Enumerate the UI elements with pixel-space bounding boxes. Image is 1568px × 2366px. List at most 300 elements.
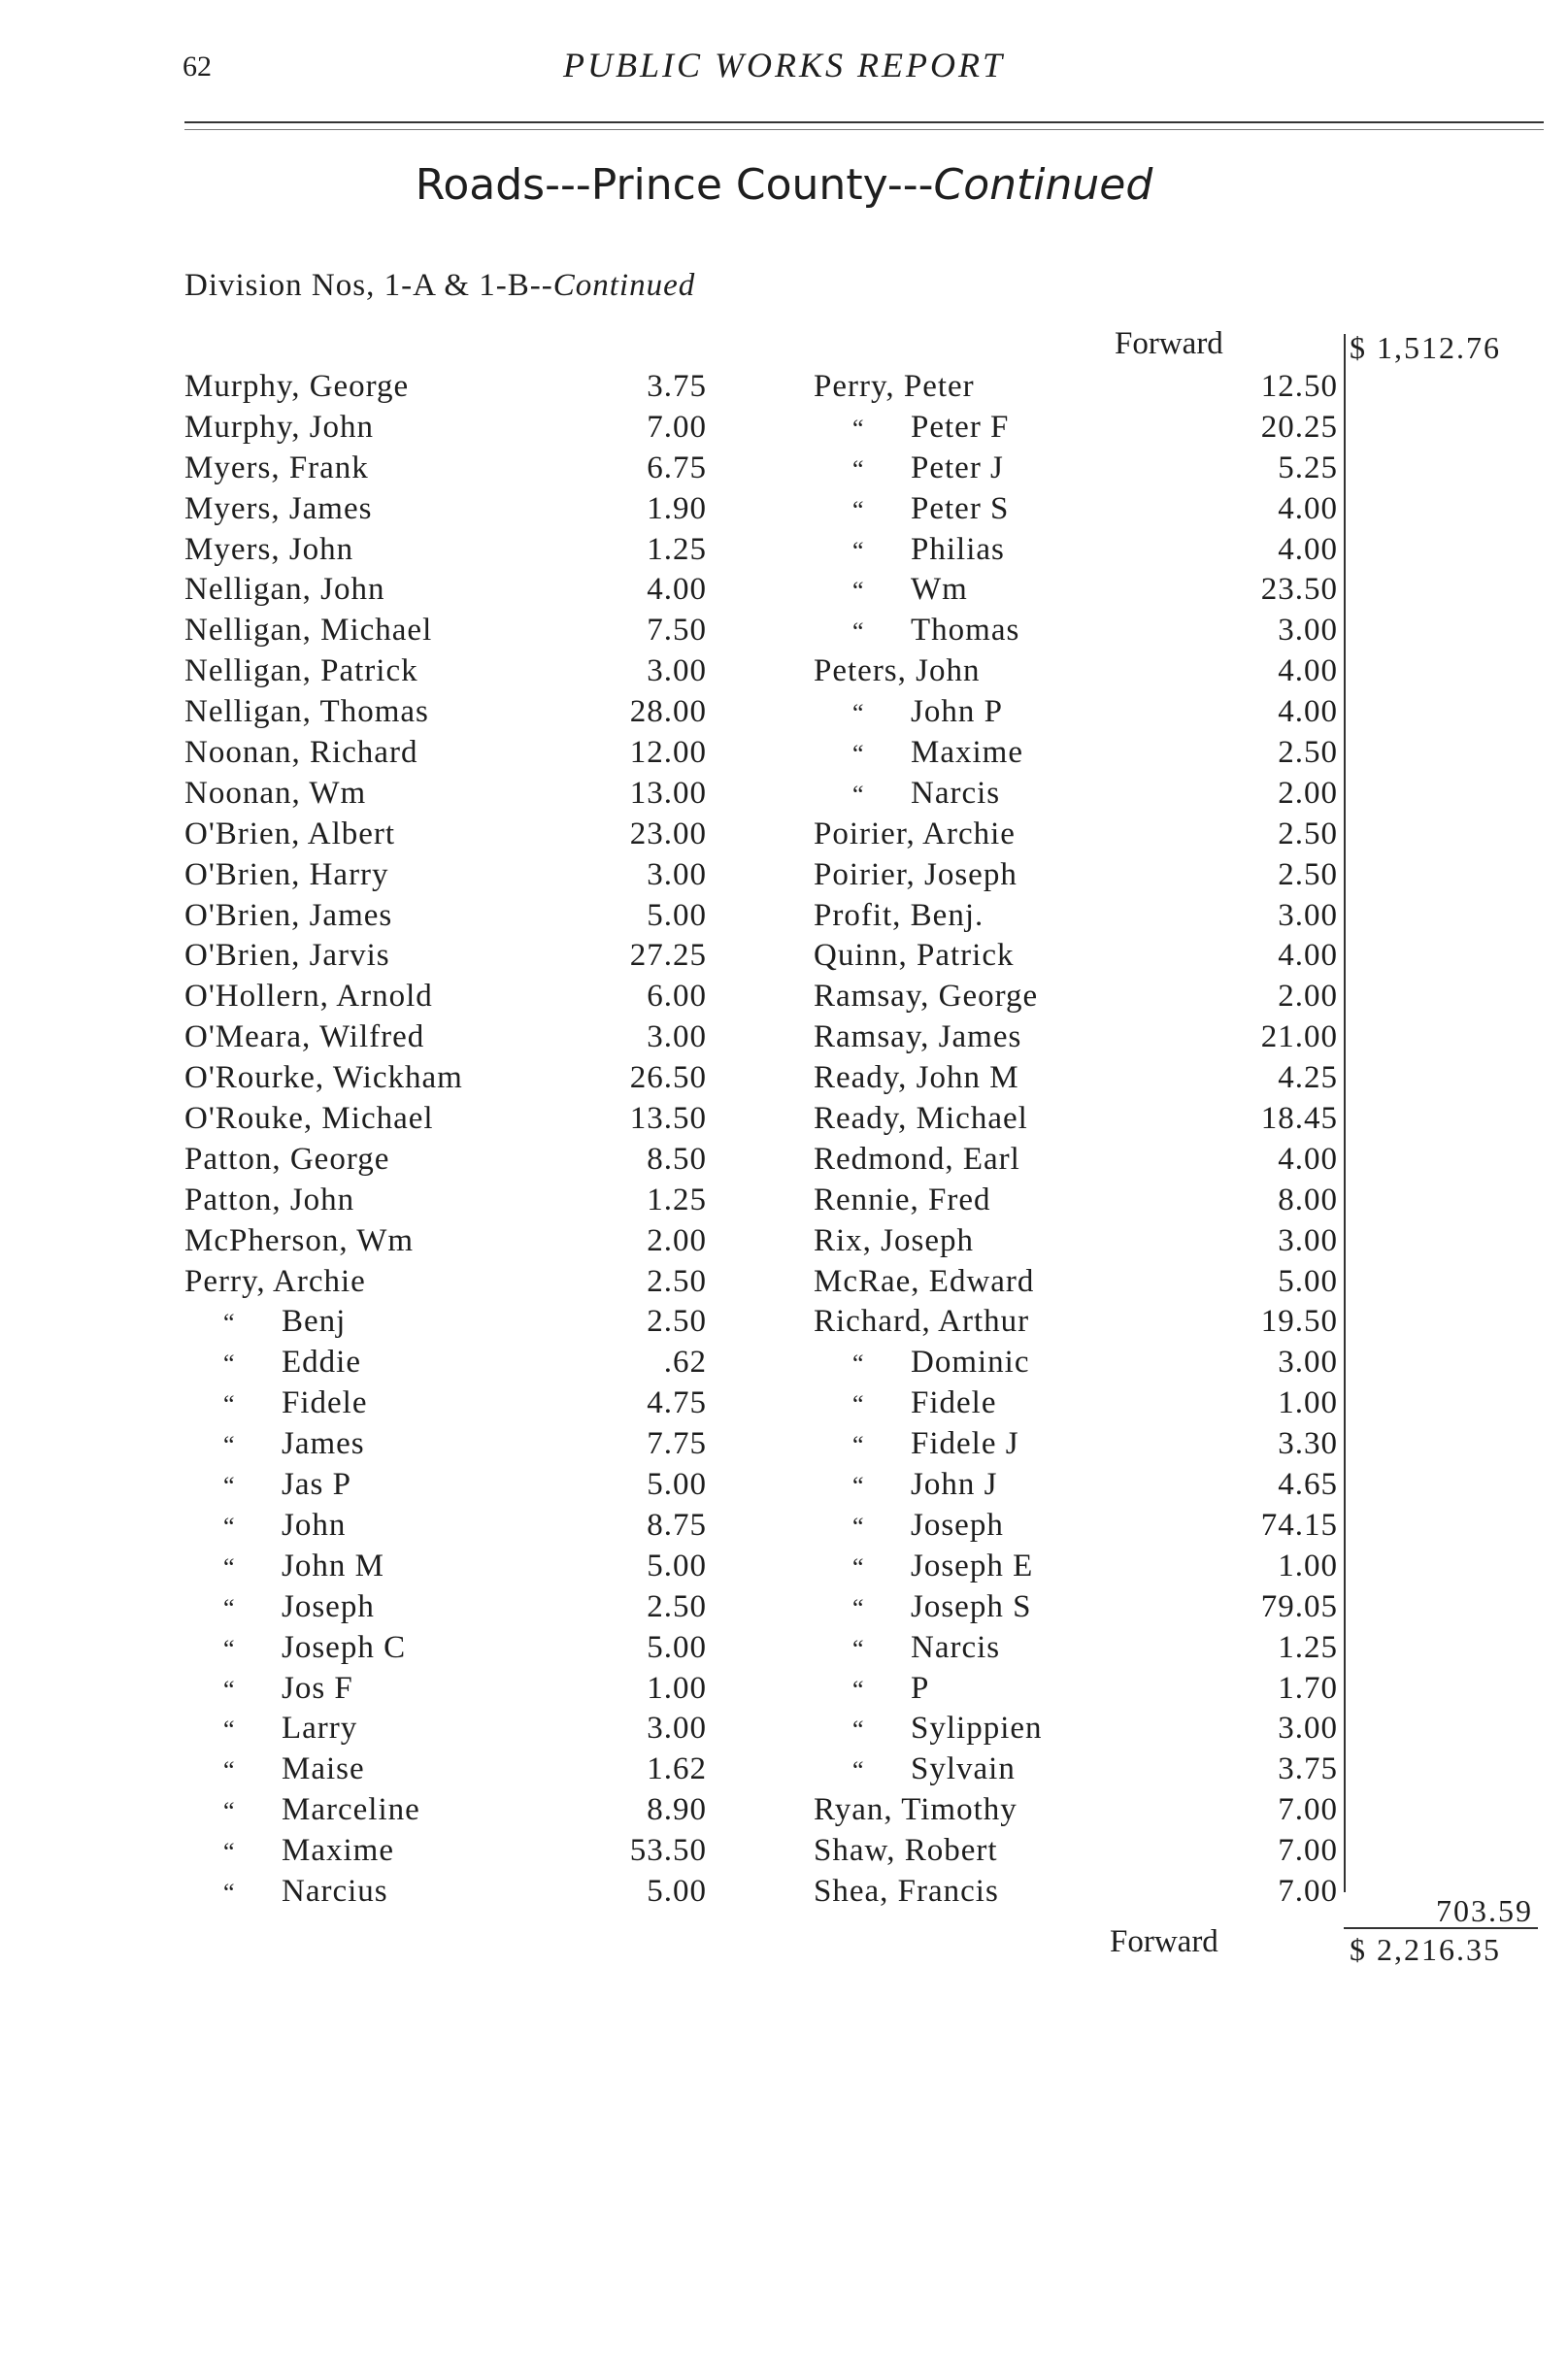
entry-amount: 3.00: [1278, 1345, 1338, 1381]
list-item: [184, 1302, 728, 1343]
list-item: [184, 1017, 728, 1058]
entry-name: [852, 530, 1005, 572]
entry-name: O'Brien, Harry: [184, 856, 389, 892]
entry-name: Nelligan, Thomas: [184, 694, 429, 730]
entry-amount: 2.00: [1278, 775, 1338, 811]
entry-name: Poirier, Joseph: [814, 856, 1018, 892]
ditto-mark: “: [852, 1675, 865, 1704]
entry-amount: 28.00: [629, 694, 707, 730]
entry-name: Murphy, George: [184, 369, 410, 404]
list-item: [184, 1058, 728, 1099]
entry-amount: 5.00: [647, 1873, 707, 1909]
entry-name: Noonan, Wm: [184, 775, 367, 811]
entry-name: Ramsay, George: [814, 979, 1039, 1015]
entry-amount: 2.00: [647, 1222, 707, 1258]
entry-name: Peters, John: [814, 653, 981, 689]
entry-name: [852, 1465, 997, 1507]
entry-name: Murphy, John: [184, 409, 375, 445]
ditto-mark: “: [223, 1350, 236, 1379]
forward-bottom-amount: $ 2,216.35: [1350, 1932, 1501, 1967]
entry-name-text: Maxime: [282, 1833, 394, 1869]
forward-top-amount: $ 1,512.76: [1350, 330, 1501, 365]
entry-name: [852, 1669, 929, 1711]
list-item: [814, 1587, 1338, 1628]
entry-amount: 4.65: [1278, 1467, 1338, 1503]
entry-amount: 4.00: [1278, 653, 1338, 689]
list-item: [814, 611, 1338, 651]
entry-name-text: Joseph C: [282, 1629, 407, 1665]
entry-name: [852, 733, 1023, 775]
entry-name-text: John P: [911, 694, 1003, 730]
ditto-mark: “: [852, 536, 865, 565]
entry-amount: 4.00: [1278, 694, 1338, 730]
entry-amount: 6.75: [647, 450, 707, 485]
list-item: [814, 489, 1338, 530]
list-item: [814, 1872, 1338, 1913]
entry-name: [852, 570, 968, 612]
entry-name: Ready, Michael: [814, 1101, 1028, 1137]
entry-name: [223, 1465, 351, 1507]
entry-name: [223, 1343, 361, 1384]
entry-amount: 53.50: [629, 1833, 707, 1869]
list-item: [814, 651, 1338, 692]
running-head: PUBLIC WORKS REPORT: [563, 46, 1005, 84]
entry-amount: 27.25: [629, 938, 707, 974]
entry-amount: 5.25: [1278, 450, 1338, 485]
list-item: [814, 1221, 1338, 1262]
entry-amount: 8.50: [647, 1141, 707, 1177]
entry-name: Shaw, Robert: [814, 1833, 998, 1869]
list-item: [184, 733, 728, 774]
entry-name-text: John: [282, 1507, 347, 1543]
entry-name: [852, 1709, 1043, 1750]
entry-amount: 19.50: [1260, 1304, 1338, 1340]
entry-amount: 3.75: [1278, 1751, 1338, 1787]
entry-name: O'Rourke, Wickham: [184, 1060, 463, 1096]
entry-amount: 8.90: [647, 1792, 707, 1828]
entry-name: [223, 1831, 394, 1873]
ditto-mark: “: [852, 780, 865, 809]
entry-amount: 7.75: [647, 1426, 707, 1462]
entry-amount: 4.00: [1278, 531, 1338, 567]
left-name-list: [184, 367, 728, 1913]
list-item: [814, 1424, 1338, 1465]
list-item: [184, 1181, 728, 1221]
ditto-mark: “: [852, 1390, 865, 1419]
ditto-mark: “: [223, 1716, 236, 1745]
list-item: [814, 1709, 1338, 1750]
list-item: [184, 1587, 728, 1628]
entry-name-text: Larry: [282, 1711, 358, 1747]
entry-amount: 3.00: [647, 653, 707, 689]
entry-name-text: Narcis: [911, 775, 1001, 811]
ditto-mark: “: [223, 1593, 236, 1622]
entry-name: Noonan, Richard: [184, 735, 418, 771]
list-item: [184, 570, 728, 611]
entry-name: [223, 1383, 367, 1425]
entry-name-text: Sylvain: [911, 1751, 1016, 1787]
ditto-mark: “: [852, 1431, 865, 1460]
entry-amount: 5.00: [647, 897, 707, 933]
entry-amount: 7.00: [1278, 1792, 1338, 1828]
ditto-mark: “: [223, 1838, 236, 1867]
list-item: [184, 1709, 728, 1750]
entry-amount: 4.00: [1278, 938, 1338, 974]
list-item: [814, 977, 1338, 1017]
entry-name: [852, 1343, 1029, 1384]
entry-name-text: Fidele: [911, 1385, 997, 1421]
list-item: [184, 1628, 728, 1669]
entry-amount: 7.00: [647, 409, 707, 445]
entry-name: [223, 1506, 346, 1548]
entry-name: [852, 449, 1004, 490]
entry-amount: 5.00: [1278, 1263, 1338, 1299]
list-item: [184, 1547, 728, 1587]
entry-amount: 26.50: [629, 1060, 707, 1096]
list-item: [184, 896, 728, 937]
entry-name: Shea, Francis: [814, 1873, 999, 1909]
entry-amount: 4.00: [1278, 490, 1338, 526]
ditto-mark: “: [223, 1552, 236, 1582]
entry-name: Rennie, Fred: [814, 1182, 991, 1217]
entry-name: Redmond, Earl: [814, 1141, 1020, 1177]
entry-amount: 1.70: [1278, 1670, 1338, 1706]
list-item: [184, 1262, 728, 1303]
entry-name-text: Maxime: [911, 735, 1023, 771]
list-item: [184, 1221, 728, 1262]
entry-name: O'Brien, Albert: [184, 816, 396, 851]
column-subtotal: 703.59: [1436, 1893, 1533, 1928]
ditto-mark: “: [223, 1390, 236, 1419]
ditto-mark: “: [223, 1634, 236, 1663]
entry-amount: 23.50: [1260, 572, 1338, 608]
ditto-mark: “: [852, 1552, 865, 1582]
list-item: [184, 855, 728, 896]
entry-name: [223, 1872, 388, 1914]
entry-amount: 74.15: [1260, 1507, 1338, 1543]
list-item: [814, 367, 1338, 408]
entry-name: [223, 1302, 346, 1344]
entry-name-text: James: [282, 1426, 365, 1462]
entry-name-text: John J: [911, 1467, 998, 1503]
entry-name: Ramsay, James: [814, 1019, 1022, 1055]
list-item: [814, 1058, 1338, 1099]
list-item: [814, 815, 1338, 855]
list-item: [184, 1343, 728, 1383]
entry-name: Nelligan, John: [184, 572, 385, 608]
section-title-continued: Continued: [933, 160, 1153, 210]
entry-name: Richard, Arthur: [814, 1304, 1030, 1340]
entry-name: Nelligan, Patrick: [184, 653, 418, 689]
list-item: [184, 1669, 728, 1710]
list-item: [814, 408, 1338, 449]
ditto-mark: “: [852, 1350, 865, 1379]
list-item: [814, 692, 1338, 733]
list-item: [184, 408, 728, 449]
list-item: [814, 1262, 1338, 1303]
ditto-mark: “: [852, 414, 865, 443]
entry-name: Myers, John: [184, 531, 354, 567]
entry-amount: 18.45: [1260, 1101, 1338, 1137]
entry-name: Patton, John: [184, 1182, 355, 1217]
entry-name: [852, 1750, 1016, 1791]
entry-amount: 1.25: [1278, 1629, 1338, 1665]
entry-name: O'Meara, Wilfred: [184, 1019, 425, 1055]
entry-name: [223, 1790, 420, 1832]
list-item: [814, 1383, 1338, 1424]
list-item: [184, 977, 728, 1017]
entry-name: [223, 1424, 365, 1466]
ditto-mark: “: [852, 740, 865, 769]
list-item: [814, 1628, 1338, 1669]
ditto-mark: “: [223, 1309, 236, 1338]
list-item: [814, 774, 1338, 815]
entry-name: [852, 1628, 1000, 1670]
list-item: [814, 1017, 1338, 1058]
entry-amount: 2.50: [647, 1304, 707, 1340]
list-item: [184, 1424, 728, 1465]
entry-name: [852, 1587, 1031, 1629]
entry-amount: 4.75: [647, 1385, 707, 1421]
entry-amount: 2.50: [1278, 735, 1338, 771]
entry-amount: 1.90: [647, 490, 707, 526]
entry-name-text: Jas P: [282, 1467, 351, 1503]
entry-amount: 1.25: [647, 531, 707, 567]
entry-name-text: Philias: [911, 531, 1005, 567]
entry-name: [852, 1506, 1004, 1548]
list-item: [184, 1872, 728, 1913]
entry-amount: 6.00: [647, 979, 707, 1015]
entry-amount: 5.00: [647, 1548, 707, 1583]
entry-name: [223, 1628, 406, 1670]
entry-name-text: Peter F: [911, 409, 1010, 445]
forward-bottom-label: Forward: [1110, 1924, 1218, 1959]
entry-name: Ryan, Timothy: [814, 1792, 1018, 1828]
entry-amount: 7.00: [1278, 1873, 1338, 1909]
entry-amount: 3.75: [647, 369, 707, 404]
entry-name-text: Joseph: [911, 1507, 1004, 1543]
list-item: [814, 1547, 1338, 1587]
entry-amount: 3.30: [1278, 1426, 1338, 1462]
entry-name: O'Brien, James: [184, 897, 393, 933]
entry-name: Quinn, Patrick: [814, 938, 1015, 974]
list-item: [814, 1099, 1338, 1140]
entry-name: Profit, Benj.: [814, 897, 984, 933]
entry-amount: 21.00: [1260, 1019, 1338, 1055]
entry-name-text: Dominic: [911, 1345, 1030, 1381]
entry-amount: 5.00: [647, 1467, 707, 1503]
list-item: [184, 1383, 728, 1424]
entry-name-text: Benj: [282, 1304, 347, 1340]
entry-name: Rix, Joseph: [814, 1222, 975, 1258]
ditto-mark: “: [852, 1593, 865, 1622]
list-item: [184, 367, 728, 408]
entry-name-text: Fidele J: [911, 1426, 1019, 1462]
page-number: 62: [183, 50, 212, 83]
entry-name: McRae, Edward: [814, 1263, 1035, 1299]
list-item: [184, 530, 728, 571]
entry-amount: 3.00: [647, 1711, 707, 1747]
entry-name: [223, 1709, 357, 1750]
entry-amount: 3.00: [1278, 1711, 1338, 1747]
entry-name-text: Peter J: [911, 450, 1004, 485]
entry-name: [852, 774, 1000, 816]
list-item: [814, 1790, 1338, 1831]
list-item: [814, 1465, 1338, 1506]
list-item: [814, 936, 1338, 977]
division-heading: [184, 268, 695, 304]
list-item: [814, 1302, 1338, 1343]
entry-amount: 8.00: [1278, 1182, 1338, 1217]
entry-amount: 79.05: [1260, 1588, 1338, 1624]
entry-amount: 4.25: [1278, 1060, 1338, 1096]
entry-name: Patton, George: [184, 1141, 390, 1177]
ditto-mark: “: [223, 1756, 236, 1785]
entry-amount: 2.50: [647, 1263, 707, 1299]
ditto-mark: “: [223, 1675, 236, 1704]
ditto-mark: “: [852, 1472, 865, 1501]
list-item: [184, 449, 728, 489]
entry-name-text: Eddie: [282, 1345, 361, 1381]
list-item: [814, 1506, 1338, 1547]
amount-column-rule: [1344, 334, 1346, 1892]
list-item: [814, 1343, 1338, 1383]
list-item: [184, 611, 728, 651]
entry-name: [223, 1750, 365, 1791]
entry-name: [223, 1669, 353, 1711]
entry-name-text: Narcis: [911, 1629, 1001, 1665]
ditto-mark: “: [223, 1878, 236, 1907]
division-label: Division Nos, 1-A & 1-B--: [184, 268, 553, 303]
ditto-mark: “: [852, 1716, 865, 1745]
list-item: [814, 530, 1338, 571]
entry-amount: 5.00: [647, 1629, 707, 1665]
entry-amount: 3.00: [1278, 1222, 1338, 1258]
entry-name: [852, 1547, 1033, 1588]
entry-amount: 2.00: [1278, 979, 1338, 1015]
list-item: [814, 733, 1338, 774]
list-item: [184, 1140, 728, 1181]
entry-amount: 3.00: [647, 856, 707, 892]
forward-bottom-rule: [1344, 1927, 1538, 1929]
list-item: [184, 1099, 728, 1140]
entry-name-text: Narcius: [282, 1873, 388, 1909]
entry-name: Perry, Peter: [814, 369, 975, 404]
entry-name: [852, 611, 1019, 652]
list-item: [184, 489, 728, 530]
entry-amount: 4.00: [647, 572, 707, 608]
list-item: [184, 815, 728, 855]
list-item: [814, 449, 1338, 489]
entry-name-text: Maise: [282, 1751, 365, 1787]
entry-name: Myers, Frank: [184, 450, 369, 485]
entry-name: [852, 1383, 996, 1425]
entry-name-text: Jos F: [282, 1670, 353, 1706]
entry-name-text: Joseph S: [911, 1588, 1032, 1624]
entry-amount: 1.00: [647, 1670, 707, 1706]
entry-name-text: Joseph E: [911, 1548, 1034, 1583]
entry-amount: 3.00: [1278, 613, 1338, 649]
entry-name-text: Thomas: [911, 613, 1020, 649]
list-item: [814, 570, 1338, 611]
list-item: [814, 1140, 1338, 1181]
section-title-main: Roads---Prince County---: [415, 160, 934, 210]
list-item: [814, 855, 1338, 896]
entry-amount: 4.00: [1278, 1141, 1338, 1177]
entry-amount: 7.00: [1278, 1833, 1338, 1869]
ditto-mark: “: [852, 699, 865, 728]
entry-name: Myers, James: [184, 490, 373, 526]
entry-name: [223, 1547, 384, 1588]
entry-amount: 2.50: [1278, 856, 1338, 892]
list-item: [814, 1750, 1338, 1790]
ditto-mark: “: [223, 1512, 236, 1541]
entry-name-text: Fidele: [282, 1385, 368, 1421]
entry-name: Ready, John M: [814, 1060, 1019, 1096]
entry-name: [223, 1587, 375, 1629]
entry-name-text: Marceline: [282, 1792, 420, 1828]
entry-name-text: Wm: [911, 572, 968, 608]
list-item: [814, 1831, 1338, 1872]
entry-name-text: Sylippien: [911, 1711, 1043, 1747]
entry-amount: 20.25: [1260, 409, 1338, 445]
ditto-mark: “: [223, 1472, 236, 1501]
list-item: [184, 1506, 728, 1547]
entry-name: O'Rouke, Michael: [184, 1101, 434, 1137]
entry-name: Poirier, Archie: [814, 816, 1016, 851]
entry-amount: 13.00: [629, 775, 707, 811]
list-item: [184, 774, 728, 815]
list-item: [184, 692, 728, 733]
division-continued: Continued: [552, 268, 696, 303]
entry-amount: 12.00: [629, 735, 707, 771]
entry-amount: 3.00: [647, 1019, 707, 1055]
entry-name-text: Peter S: [911, 490, 1010, 526]
entry-name: O'Brien, Jarvis: [184, 938, 390, 974]
entry-amount: 8.75: [647, 1507, 707, 1543]
entry-name: Perry, Archie: [184, 1263, 366, 1299]
entry-amount: 2.50: [647, 1588, 707, 1624]
entry-name: [852, 489, 1009, 531]
header-rule: [184, 121, 1544, 130]
entry-name-text: John M: [282, 1548, 384, 1583]
entry-name: [852, 1424, 1019, 1466]
entry-amount: .62: [663, 1345, 707, 1381]
entry-name: [852, 692, 1003, 734]
entry-amount: 1.00: [1278, 1548, 1338, 1583]
entry-amount: 3.00: [1278, 897, 1338, 933]
entry-amount: 1.25: [647, 1182, 707, 1217]
entry-amount: 2.50: [1278, 816, 1338, 851]
list-item: [184, 1790, 728, 1831]
list-item: [184, 1465, 728, 1506]
ditto-mark: “: [852, 495, 865, 524]
entry-amount: 13.50: [629, 1101, 707, 1137]
entry-amount: 1.00: [1278, 1385, 1338, 1421]
list-item: [184, 651, 728, 692]
entry-amount: 23.00: [629, 816, 707, 851]
ditto-mark: “: [223, 1797, 236, 1826]
right-name-list: [814, 367, 1338, 1913]
forward-top-label: Forward: [1115, 326, 1223, 361]
entry-amount: 12.50: [1260, 369, 1338, 404]
entry-amount: 1.62: [647, 1751, 707, 1787]
ditto-mark: “: [852, 1756, 865, 1785]
list-item: [814, 1181, 1338, 1221]
entry-amount: 7.50: [647, 613, 707, 649]
ditto-mark: “: [223, 1431, 236, 1460]
ditto-mark: “: [852, 617, 865, 647]
